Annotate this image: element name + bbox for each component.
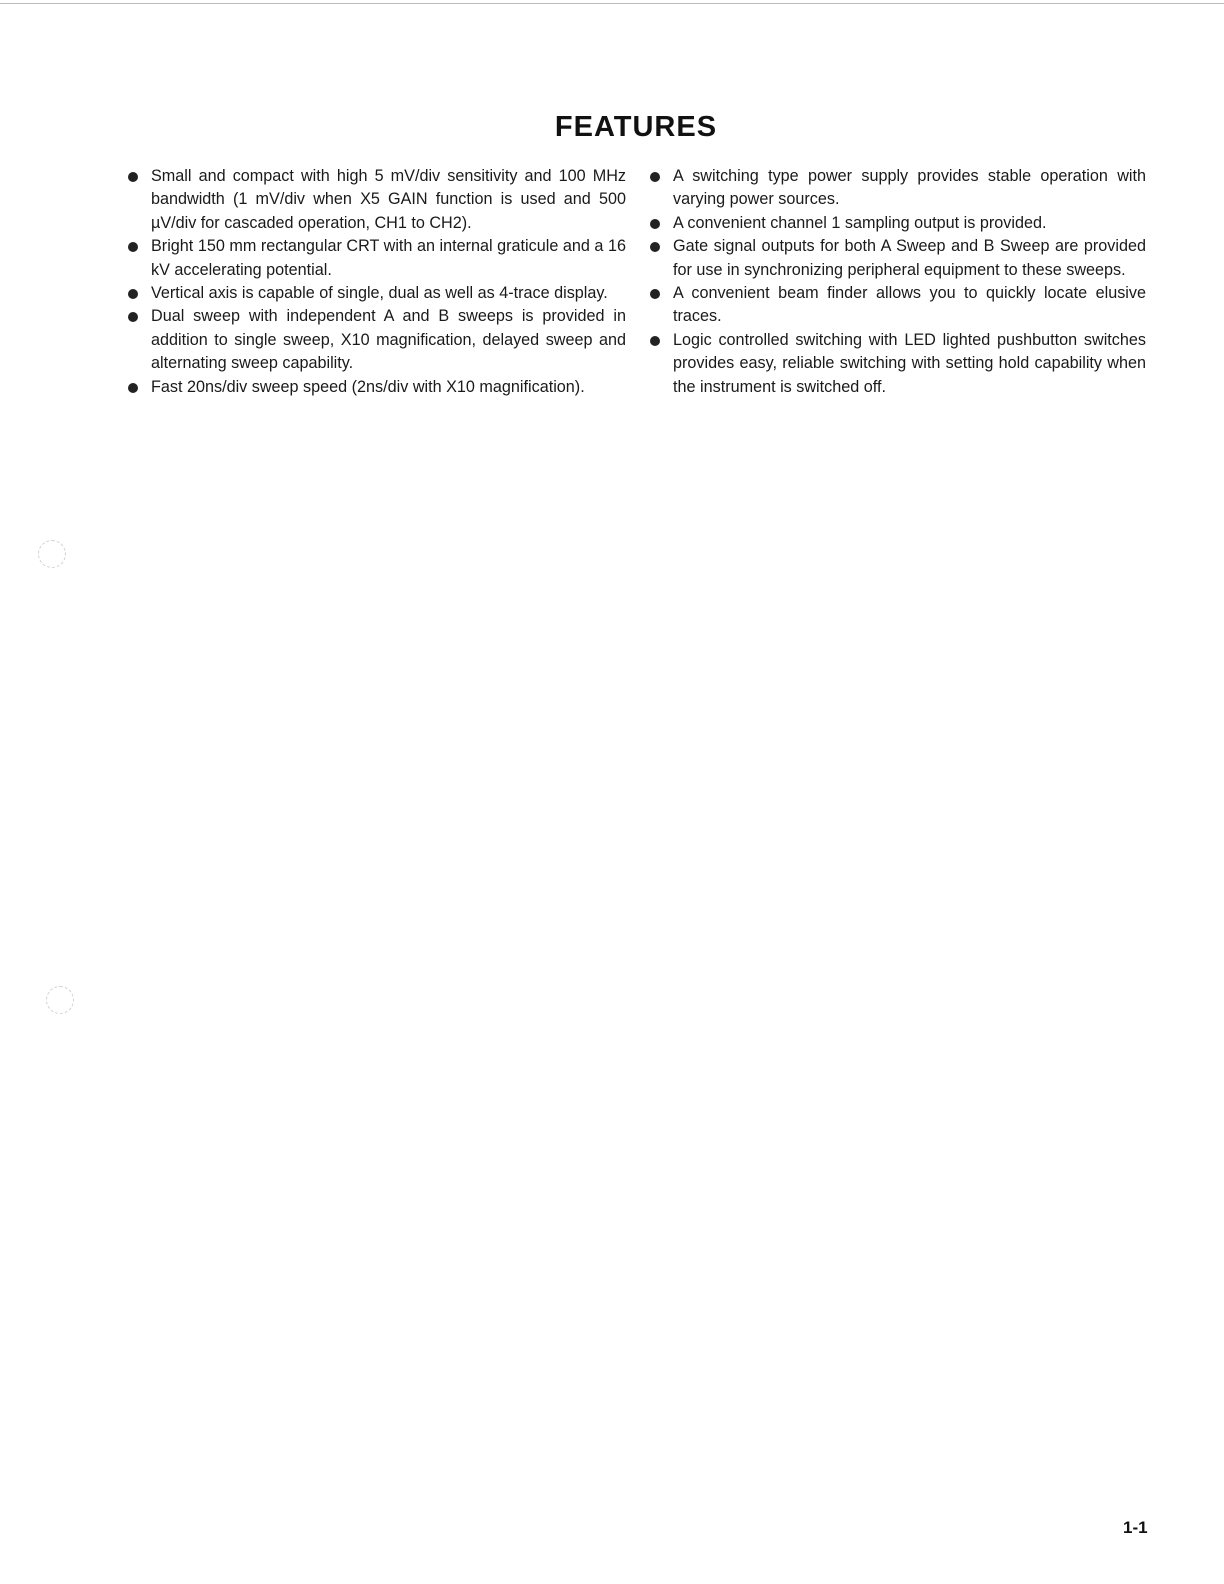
- page-number: 1-1: [1123, 1518, 1148, 1537]
- bullet-icon: [128, 383, 138, 393]
- feature-text: Bright 150 mm rectangular CRT with an internal graticule and a 16 kV accelerating potential.: [151, 237, 626, 279]
- features-list-left: [128, 165, 626, 399]
- feature-text: Fast 20ns/div sweep speed (2ns/div with X10 magnification).: [151, 377, 585, 396]
- punch-hole-mark-lower: [46, 986, 74, 1014]
- feature-text: A switching type power supply provides stable operation with varying power sources.: [673, 167, 1146, 209]
- feature-text: Vertical axis is capable of single, dual as well as 4-trace display.: [151, 284, 608, 303]
- feature-text: Logic controlled switching with LED lighted pushbutton switches provides easy, reliable switching with setting hold capability when the instrument is switched off.: [673, 330, 1146, 396]
- top-edge-rule: [0, 3, 1224, 4]
- feature-item: [650, 235, 1146, 282]
- bullet-icon: [650, 289, 660, 299]
- feature-item: [650, 282, 1146, 329]
- bullet-icon: [128, 172, 138, 182]
- feature-item: [650, 165, 1146, 212]
- features-list-right: [650, 165, 1146, 399]
- bullet-icon: [650, 242, 660, 252]
- feature-item: [128, 165, 626, 235]
- bullet-icon: [128, 312, 138, 322]
- feature-item: [128, 376, 626, 399]
- feature-text: Gate signal outputs for both A Sweep and B Sweep are provided for use in synchronizing peripheral equipment to these sweeps.: [673, 237, 1146, 279]
- feature-item: [650, 212, 1146, 235]
- feature-item: [650, 329, 1146, 399]
- feature-text: A convenient beam finder allows you to quickly locate elusive traces.: [673, 284, 1146, 326]
- feature-item: [128, 282, 626, 305]
- bullet-icon: [650, 336, 660, 346]
- bullet-icon: [650, 172, 660, 182]
- feature-text: Dual sweep with independent A and B sweeps is provided in addition to single sweep, X10 magnification, delayed sweep and alternating sweep capability.: [151, 307, 626, 373]
- punch-hole-mark-upper: [38, 540, 66, 568]
- feature-text: Small and compact with high 5 mV/div sensitivity and 100 MHz bandwidth (1 mV/div when X5 GAIN function is used and 500 µV/div for cascaded operation, CH1 to CH2).: [151, 167, 626, 232]
- bullet-icon: [128, 242, 138, 252]
- feature-item: [128, 235, 626, 282]
- page-title: FEATURES: [554, 111, 718, 144]
- bullet-icon: [128, 289, 138, 299]
- feature-item: [128, 305, 626, 375]
- feature-text: A convenient channel 1 sampling output is provided.: [673, 213, 1047, 232]
- bullet-icon: [650, 219, 660, 229]
